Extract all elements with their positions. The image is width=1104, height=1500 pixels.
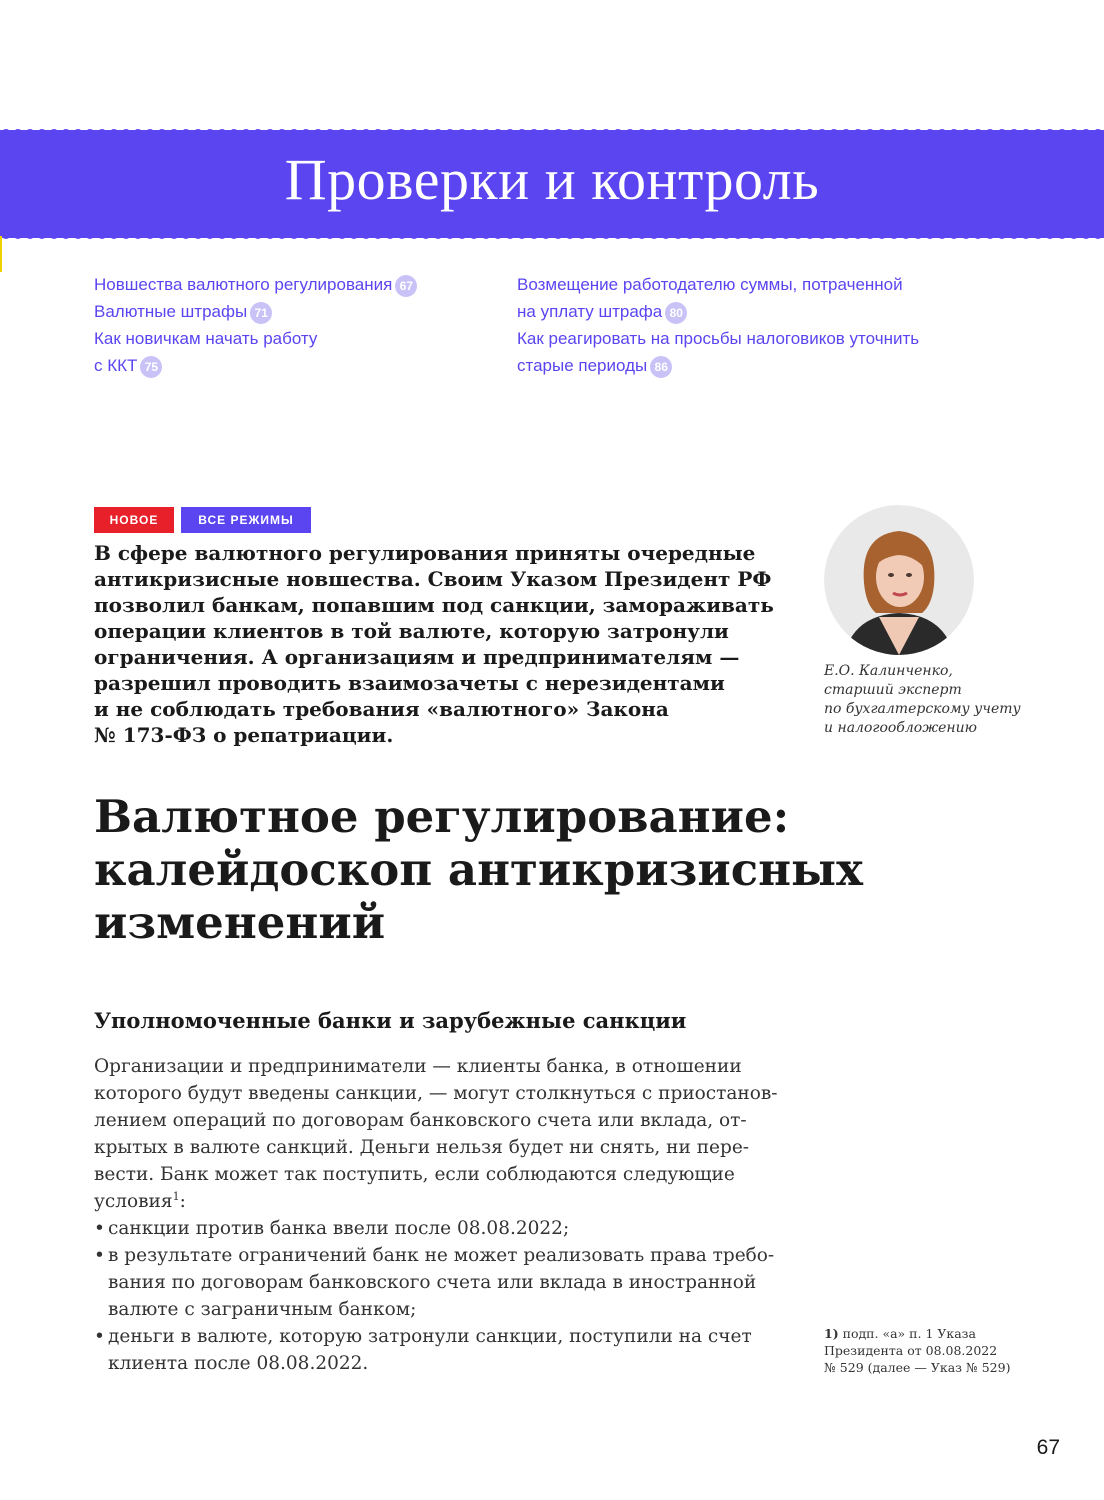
banner-scallop-top <box>0 126 1104 134</box>
article-headline <box>94 790 994 949</box>
headline-line: калейдоскоп антикризисных <box>94 843 863 896</box>
toc-item[interactable]: Как реагировать на просьбы налоговиков уточнить <box>517 329 920 348</box>
body-line: Организации и предприниматели — клиенты банка, в отношении <box>94 1056 742 1077</box>
toc-item[interactable]: Валютные штрафы 71 <box>94 298 494 325</box>
lead-line: операции клиентов в той валюте, которую затронули <box>94 619 729 643</box>
toc-item[interactable]: Новшества валютного регулирования 67 <box>94 271 494 298</box>
headline-line: Валютное регулирование: <box>94 790 790 843</box>
footnote-text: № 529 (далее — Указ № 529) <box>824 1360 1011 1375</box>
footnote-reference[interactable]: 1 <box>172 1189 180 1203</box>
edge-marker <box>0 236 2 272</box>
bullet-item: • в результате ограничений банк не может реализовать права требо- <box>94 1242 774 1269</box>
lead-line: ограничения. А организациям и предпринимателям — <box>94 645 740 669</box>
lead-line: разрешил проводить взаимозачеты с нерезидентами <box>94 671 725 695</box>
toc-item[interactable]: на уплату штрафа 80 <box>517 298 987 325</box>
body-line: условия$^1$: <box>94 1189 186 1212</box>
body-line: которого будут введены санкции, — могут столкнуться с приостанов- <box>94 1083 778 1104</box>
toc-item[interactable]: старые периоды 86 <box>517 352 987 379</box>
page-badge: 75 <box>140 356 162 378</box>
page-badge: 86 <box>650 356 672 378</box>
footnote-text: подп. «а» п. 1 Указа <box>842 1326 976 1341</box>
page-badge: 80 <box>665 302 687 324</box>
bullet-marker: • <box>94 1326 105 1347</box>
footnote-text: Президента от 08.08.2022 <box>824 1343 998 1358</box>
lead-line: позволил банкам, попавшим под санкции, замораживать <box>94 593 774 617</box>
bullet-marker: • <box>94 1218 105 1239</box>
body-line: вести. Банк может так поступить, если соблюдаются следующие <box>94 1164 735 1185</box>
page-number: 67 <box>1036 1436 1060 1459</box>
author-role: старший эксперт <box>824 682 962 698</box>
toc-right-column <box>517 271 987 379</box>
lead-line: и не соблюдать требования «валютного» Закона <box>94 697 669 721</box>
toc-item[interactable]: Как новичкам начать работу <box>94 329 318 348</box>
page-badge: 67 <box>395 275 417 297</box>
page-badge: 71 <box>250 302 272 324</box>
article-body <box>94 1053 778 1377</box>
bullet-continuation: вания по договорам банковского счета или вклада в иностранной <box>108 1272 757 1293</box>
lead-line: № 173-ФЗ о репатриации. <box>94 723 394 747</box>
body-line: крытых в валюте санкций. Деньги нельзя будет ни снять, ни пере- <box>94 1137 750 1158</box>
lead-paragraph <box>94 540 804 748</box>
author-role: по бухгалтерскому учету <box>824 701 1021 717</box>
author-caption <box>824 662 1054 738</box>
bullet-continuation: клиента после 08.08.2022. <box>108 1353 369 1374</box>
toc-item[interactable]: Возмещение работодателю суммы, потраченной <box>517 275 903 294</box>
tag-new: НОВОЕ <box>94 507 174 533</box>
footnote <box>824 1325 1064 1376</box>
lead-line: антикризисные новшества. Своим Указом Президент РФ <box>94 567 772 591</box>
toc-item[interactable]: с ККТ 75 <box>94 352 494 379</box>
bullet-continuation: валюте с заграничным банком; <box>108 1299 417 1320</box>
bullet-item: • деньги в валюте, которую затронули санкции, поступили на счет <box>94 1323 774 1350</box>
footnote-number: 1) <box>824 1326 839 1341</box>
tag-all-modes: ВСЕ РЕЖИМЫ <box>181 507 311 533</box>
toc-left-column <box>94 271 494 379</box>
bullet-item: • санкции против банка ввели после 08.08.2022; <box>94 1215 774 1242</box>
author-portrait <box>824 505 974 655</box>
banner-scallop-bottom <box>0 234 1104 242</box>
section-title: Проверки и контроль <box>284 147 820 212</box>
author-role: и налогообложению <box>824 720 977 736</box>
body-line: лением операций по договорам банковского счета или вклада, от- <box>94 1110 747 1131</box>
bullet-marker: • <box>94 1245 105 1266</box>
lead-line: В сфере валютного регулирования приняты очередные <box>94 541 756 565</box>
headline-line: изменений <box>94 896 386 949</box>
section-subheading: Уполномоченные банки и зарубежные санкции <box>94 1008 687 1033</box>
author-name: Е.О. Калинченко, <box>824 663 953 679</box>
